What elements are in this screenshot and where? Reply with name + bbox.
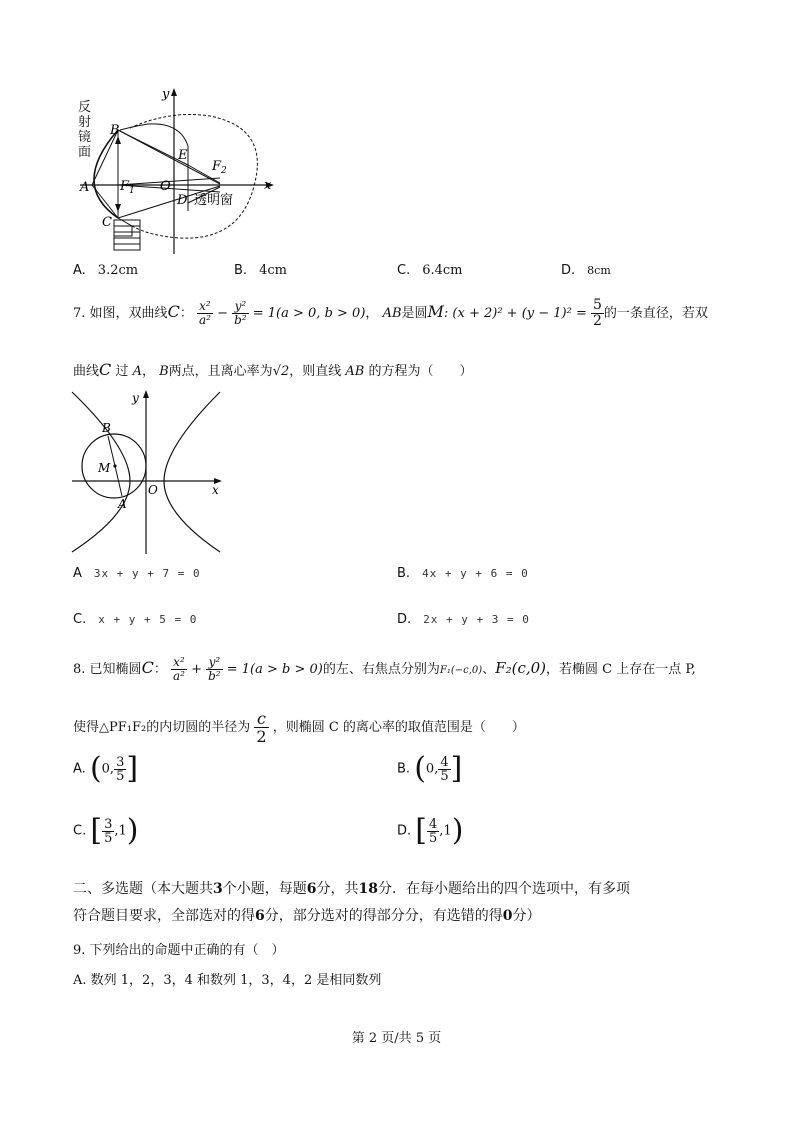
option-value: 4cm (259, 263, 287, 278)
text: 的一条直径，若双 (603, 306, 708, 321)
q7-option-b[interactable] (397, 566, 529, 581)
option-letter: C. (397, 263, 411, 278)
q7-option-d[interactable] (397, 612, 530, 627)
option-letter: D. (397, 612, 412, 627)
label-F1: $F_1$ (120, 179, 135, 196)
option-letter: A. (73, 263, 86, 278)
fraction-y2-b2 (206, 656, 223, 683)
label-reflective-mirror (78, 100, 94, 160)
bracket-open: ( (89, 751, 102, 786)
option-value: x + y + 5 = 0 (98, 613, 198, 626)
fraction-c-2 (254, 710, 268, 745)
bracket-open: [ (415, 813, 428, 848)
q6-option-a[interactable] (73, 263, 138, 278)
question-8-line-1: 8. 已知椭圆C： $\frac{\text{x²}}{\text{a²}}$ + $\frac{\text{y²}}{\text{b²}}$ = 1(a > b > 0)的左、右焦点分别为F₁(−c,0)、F₂(c,0)，若椭圆 C 上存在一点 P, (73, 655, 696, 683)
denominator: 5 (104, 830, 113, 846)
numerator: x² (197, 300, 213, 314)
math-ab: AB (382, 306, 402, 321)
q8-option-b[interactable] (397, 751, 463, 786)
question-8-line-2 (73, 710, 525, 745)
text: 、 (482, 662, 496, 677)
option-letter: C. (73, 612, 87, 627)
denominator: 5 (116, 768, 125, 784)
bracket-close: ) (126, 813, 139, 848)
numerator: x² (171, 656, 187, 670)
question-7-line-2 (73, 360, 473, 379)
math-ab: AB (345, 364, 365, 379)
question-number: 7. (73, 306, 86, 321)
math-b: B (159, 364, 169, 379)
label-E: E (178, 148, 188, 163)
option-fraction (438, 756, 450, 783)
option-letter: C. (73, 823, 87, 839)
focus-f2: F₂(c,0) (495, 659, 547, 677)
label-C: C (102, 215, 112, 230)
text: ，则椭圆 C 的离心率的取值范围是（ ） (272, 720, 525, 735)
label-D: D (177, 193, 188, 208)
equation: = 1(a > b > 0) (226, 662, 323, 677)
number: 0 (502, 908, 513, 924)
option-letter: D. (561, 263, 576, 278)
q6-option-c[interactable] (397, 263, 463, 278)
circle-equation: : (x + 2)² + (y − 1)² = (443, 306, 587, 321)
figure-hyperbola-circle (70, 388, 230, 558)
page-footer: 第 2 页/共 5 页 (351, 1031, 442, 1046)
section-2-line-2 (73, 903, 753, 930)
denominator: 2 (593, 313, 602, 329)
mirror-char: 反 (78, 100, 92, 115)
section-2-line-1 (73, 876, 753, 903)
figure-ellipse-lamp (70, 86, 290, 256)
numerator: 3 (104, 816, 113, 832)
label-B: B (110, 123, 120, 138)
fraction-x2-a2 (171, 656, 187, 683)
label-B: B (102, 421, 111, 435)
option-fraction (427, 818, 439, 845)
question-9-stem: 9. 下列给出的命题中正确的有（ ） (73, 943, 285, 958)
label-y: y (132, 391, 139, 405)
option-fraction (102, 818, 114, 845)
text: ： (179, 306, 193, 321)
math-m: M (427, 302, 444, 321)
text: ， (365, 306, 379, 321)
numerator: c (254, 710, 268, 728)
label-x: x (212, 483, 219, 497)
text: ，若椭圆 C 上存在一点 P, (546, 662, 696, 677)
option-letter: A. (73, 761, 86, 777)
option-value: 2x + y + 3 = 0 (423, 613, 530, 626)
option-value: 3x + y + 7 = 0 (93, 567, 201, 580)
label-x: x (264, 178, 272, 193)
text: 二、多选题（本大题共 (73, 881, 213, 897)
numerator: 4 (440, 754, 449, 770)
question-number: 8. (73, 662, 86, 677)
text: 分，部分选对的得部分分，有选错的得 (264, 908, 503, 924)
text: 两点，且离心率为 (168, 364, 273, 379)
denominator: a² (198, 313, 211, 327)
text: ， (141, 364, 155, 379)
text: 如图，双曲线 (89, 306, 168, 321)
mirror-char: 镜 (78, 130, 92, 145)
text: 的左、右焦点分别为 (322, 662, 440, 677)
text: 使得△PF₁F₂的内切圆的半径为 (73, 720, 251, 735)
bracket-close: ) (451, 813, 464, 848)
text: 曲线 (73, 364, 100, 379)
option-suffix: ,1 (114, 823, 127, 839)
option-value: 3.2cm (97, 263, 139, 278)
text: 个小题，每题 (222, 881, 307, 897)
text: 符合题目要求，全部选对的得 (73, 908, 255, 924)
fraction-5-2 (591, 298, 604, 329)
option-fraction (114, 756, 126, 783)
option-letter: B. (397, 566, 411, 581)
number: 6 (306, 881, 317, 897)
option-value: 4x + y + 6 = 0 (422, 567, 529, 580)
numerator: 5 (593, 297, 602, 313)
mirror-char: 射 (78, 115, 92, 130)
bracket-open: ( (414, 751, 426, 786)
text: 分） (512, 908, 541, 924)
label-A: A (80, 180, 90, 195)
focus-f1: F₁(−c,0) (439, 665, 483, 676)
number: 6 (255, 908, 265, 924)
bracket-close: ] (126, 751, 139, 786)
numerator: y² (232, 300, 249, 314)
mirror-char: 面 (78, 145, 92, 160)
text: 的方程为（ ） (368, 364, 473, 379)
question-7-line-1: 7. 如图，双曲线C： $\frac{\text{x²}}{\text{a²}}$ − $\frac{\text{y²}}{\text{b²}}$ = 1(a > 0, b > 0)， AB是圆M: (x + 2)² + (y − 1)² = $\frac{5}{2}$ 的一条直径，若双 (73, 297, 708, 329)
label-y: y (162, 87, 170, 102)
math-c: C (99, 360, 112, 379)
q8-option-a[interactable] (73, 751, 139, 786)
option-suffix: ,1 (439, 823, 452, 839)
denominator: b² (234, 313, 247, 327)
fraction-y2-b2 (232, 300, 249, 327)
label-O: O (148, 483, 158, 497)
numerator: 4 (429, 816, 438, 832)
q7-option-a[interactable] (73, 566, 201, 581)
fraction-x2-a2 (197, 300, 213, 327)
equation: = 1(a > 0, b > 0) (252, 306, 366, 321)
text: 分，共 (316, 881, 359, 897)
text: 过 (115, 364, 129, 379)
option-prefix: 0, (101, 761, 115, 777)
denominator: 5 (440, 768, 449, 784)
option-prefix: 0, (425, 761, 439, 777)
text: ： (153, 662, 167, 677)
option-letter: B. (397, 761, 411, 777)
number: 3 (213, 881, 223, 897)
q6-option-b[interactable] (234, 263, 287, 278)
option-letter: A (73, 566, 82, 581)
math-c: C (167, 302, 180, 321)
option-value: 6.4cm (422, 263, 463, 278)
q9-option-a[interactable]: A. 数列 1，2，3，4 和数列 1，3，4，2 是相同数列 (73, 973, 382, 988)
text: ，则直线 (289, 364, 342, 379)
section-2-heading (73, 876, 753, 930)
label-window: 透明窗 (194, 193, 234, 208)
q8-option-d[interactable] (397, 813, 464, 848)
label-O: O (160, 179, 171, 194)
math-sqrt2: √2 (272, 364, 290, 379)
numerator: 3 (116, 754, 125, 770)
denominator: a² (172, 669, 185, 683)
numerator: y² (206, 656, 223, 670)
number: 18 (358, 881, 378, 897)
label-A: A (118, 497, 127, 511)
text: 分．在每小题给出的四个选项中，有多项 (377, 881, 630, 897)
bracket-close: ] (450, 751, 463, 786)
label-F2: $F_2$ (212, 159, 227, 176)
option-value: 8cm (587, 264, 611, 277)
text: 已知椭圆 (89, 662, 142, 677)
text: 是圆 (401, 306, 428, 321)
denominator: b² (208, 669, 221, 683)
option-letter: D. (397, 823, 412, 839)
q7-option-c[interactable] (73, 612, 197, 627)
q6-option-d[interactable] (561, 263, 611, 278)
label-M: M (98, 461, 111, 475)
denominator: 5 (429, 830, 438, 846)
math-a: A (132, 364, 142, 379)
math-c: C (141, 658, 154, 677)
q8-option-c[interactable] (73, 813, 139, 848)
denominator: 2 (256, 727, 267, 746)
option-letter: B. (234, 263, 248, 278)
bracket-open: [ (90, 813, 103, 848)
